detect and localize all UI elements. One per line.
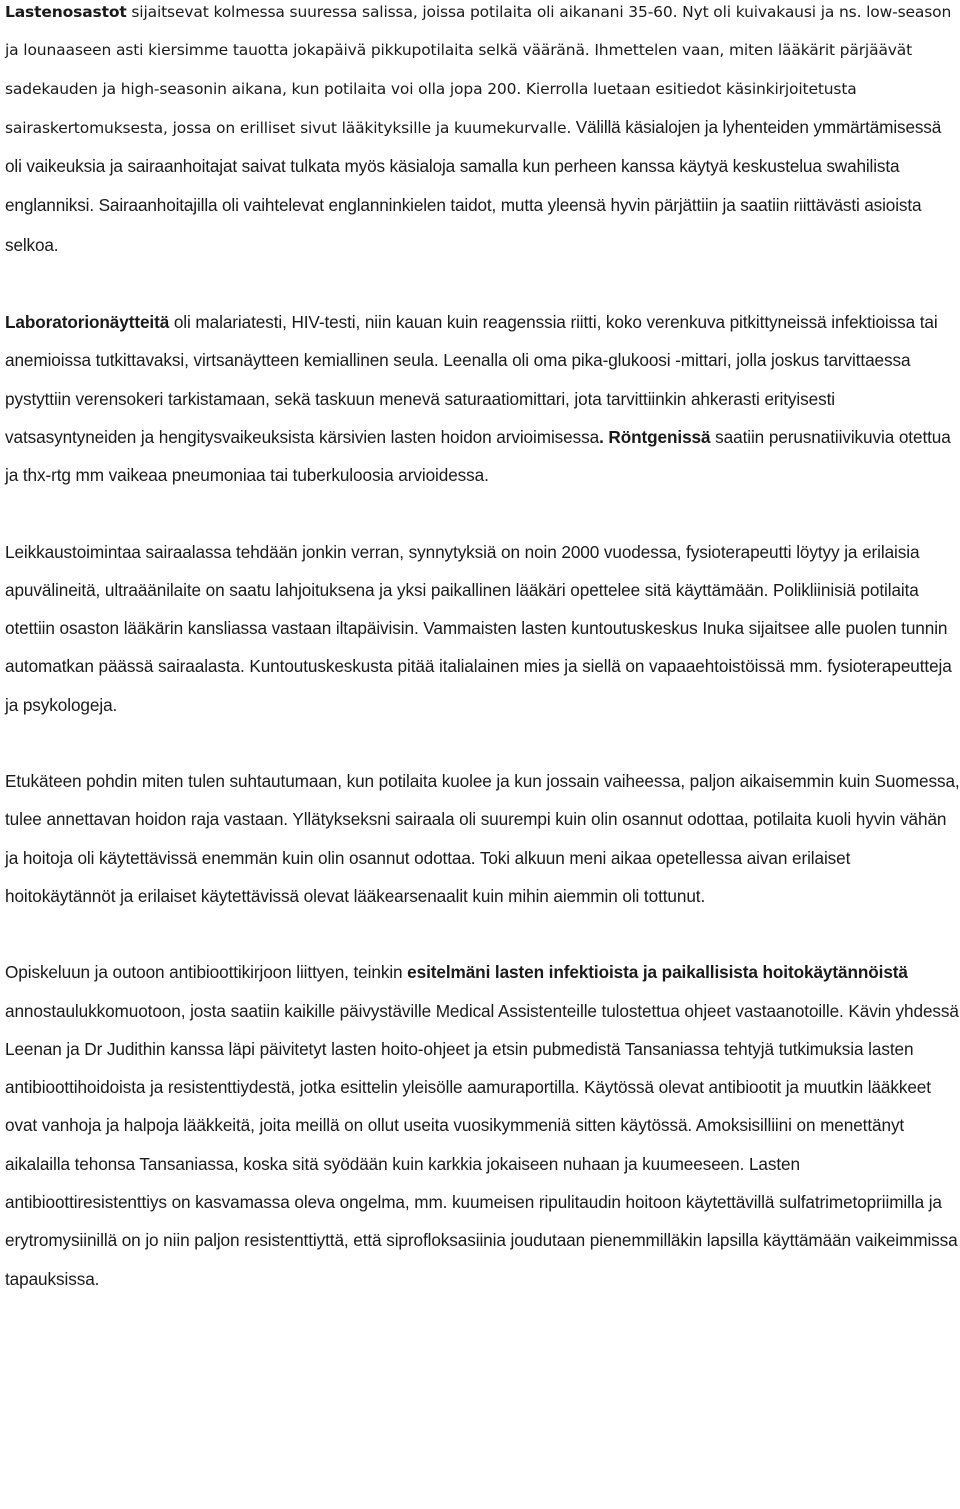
paragraph-text: saatiin perusnatiivikuvia otettua ja thx-rtg mm vaikeaa pneumoniaa tai tuberkuloosia arvioidessa.: [5, 426, 951, 486]
bold-term-rontgenissa: . Röntgenissä: [599, 426, 711, 447]
paragraph-text: annostaulukkomuotoon, josta saatiin kaikille päivystäville Medical Assistenteille tulostettua ohjeet vastaanotoille. Kävin yhdessä Leenan ja Dr Judithin kanssa läpi päivitetyt lasten hoito-ohjeet ja etsin pubmedistä Tansaniassa tehtyjä tutkimuksia lasten antibioottihoidoista ja resistenttiydestä, jotka esittelin yleisölle aamuraportilla. Käytössä olevat antibiootit ja muutkin lääkkeet ovat vanhoja ja halpoja lääkkeitä, joita meillä on ollut useita vuosikymmeniä sitten käytössä. Amoksisilliini on menettänyt aikalailla tehonsa Tansaniassa, koska sitä syödään kuin karkkia jokaiseen nuhaan ja kuumeeseen. Lasten antibioottiresistenttiys on kasvamassa oleva ongelma, mm. kuumeisen ripulitaudin hoitoon käytettävillä sulfatrimetopriimilla ja erytromysiinillä on jo niin paljon resistenttiyttä, että siprofloksasiinia joudutaan pienemmilläkin lapsilla käyttämään vaikeimmissa tapauksissa.: [5, 1000, 959, 1289]
paragraph-spacer: [5, 915, 960, 953]
paragraph-lastenosastot: [5, 0, 960, 265]
paragraph-opiskelu: [5, 953, 960, 1298]
paragraph-spacer: [5, 495, 960, 533]
paragraph-laboratorio: [5, 303, 960, 494]
paragraph-text: Välillä käsialojen ja lyhenteiden ymmärtämisessä oli vaikeuksia ja sairaanhoitajat saivat tulkata myös käsialoja samalla kun perheen kanssa käytyä keskustelua swahilista englanniksi. Sairaanhoitajilla oli vaihtelevat englanninkielen taidot, mutta yleensä hyvin pärjättiin ja saatiin riittävästi asioista selkoa.: [5, 116, 942, 255]
paragraph-spacer: [5, 265, 960, 303]
bold-term-esitelma: esitelmäni lasten infektioista ja paikallisista hoitokäytännöistä: [407, 962, 908, 983]
paragraph-text: Opiskeluun ja outoon antibioottikirjoon liittyen, teinkin: [5, 962, 408, 983]
paragraph-text: oli malariatesti, HIV-testi, niin kauan kuin reagenssia riitti, koko verenkuva pitkittyneissä infektioissa tai anemioissa tutkittavaksi, virtsanäytteen kemiallinen seula. Leenalla oli oma pika-glukoosi -mittari, jolla joskus tarvittaessa pystyttiin verensokeri tarkistamaan, sekä taskuun menevä saturaatiomittari, jota tarvittiinkin ahkerasti erityisesti vatsasyntyneiden ja hengitysvaikeuksista kärsivien lasten hoidon arvioimisessa: [5, 312, 938, 447]
paragraph-spacer: [5, 724, 960, 762]
paragraph-text: sijaitsevat kolmessa suuressa salissa, joissa potilaita oli aikanani 35-60. Nyt oli kuivakausi ja ns. low-season ja lounaaseen asti kiersimme tauotta jokapäivä pikkupotilaita selkä vääränä. Ihmettelen vaan, miten lääkärit pärjäävät sadekauden ja high-seasonin aikana, kun potilaita voi olla jopa 200. Kierrolla luetaan esitiedot käsinkirjoitetusta sairaskertomuksesta, jossa on erilliset sivut lääkityksille ja kuumekurvalle.: [5, 3, 952, 137]
paragraph-leikkaustoiminta: Leikkaustoimintaa sairaalassa tehdään jonkin verran, synnytyksiä on noin 2000 vuodessa, fysioterapeutti löytyy ja erilaisia apuvälineitä, ultraäänilaite on saatu lahjoituksena ja yksi paikallinen lääkäri opettelee sitä käyttämään. Polikliinisiä potilaita otettiin osaston lääkärin kansliassa vastaan iltapäivisin. Vammaisten lasten kuntoutuskeskus Inuka sijaitsee alle puolen tunnin automatkan päässä sairaalasta. Kuntoutuskeskusta pitää italialainen mies ja siellä on vapaaehtoistöissä mm. fysioterapeutteja ja psykologeja.: [5, 541, 952, 715]
bold-term-lastenosastot: Lastenosastot: [5, 3, 127, 21]
document-page: [5, 0, 960, 1298]
bold-term-laboratorionaytteita: Laboratorionäytteitä: [5, 312, 170, 333]
paragraph-etukateen: Etukäteen pohdin miten tulen suhtautumaan, kun potilaita kuolee ja kun jossain vaiheessa, paljon aikaisemmin kuin Suomessa, tulee annettavan hoidon raja vastaan. Yllätykseksni sairaala oli suurempi kuin olin osannut odottaa, potilaita kuoli hyvin vähän ja hoitoja oli käytettävissä enemmän kuin olin osannut odottaa. Toki alkuun meni aikaa opetellessa aivan erilaiset hoitokäytännöt ja erilaiset käytettävissä olevat lääkearsenaalit kuin mihin aiemmin oli tottunut.: [5, 771, 960, 906]
